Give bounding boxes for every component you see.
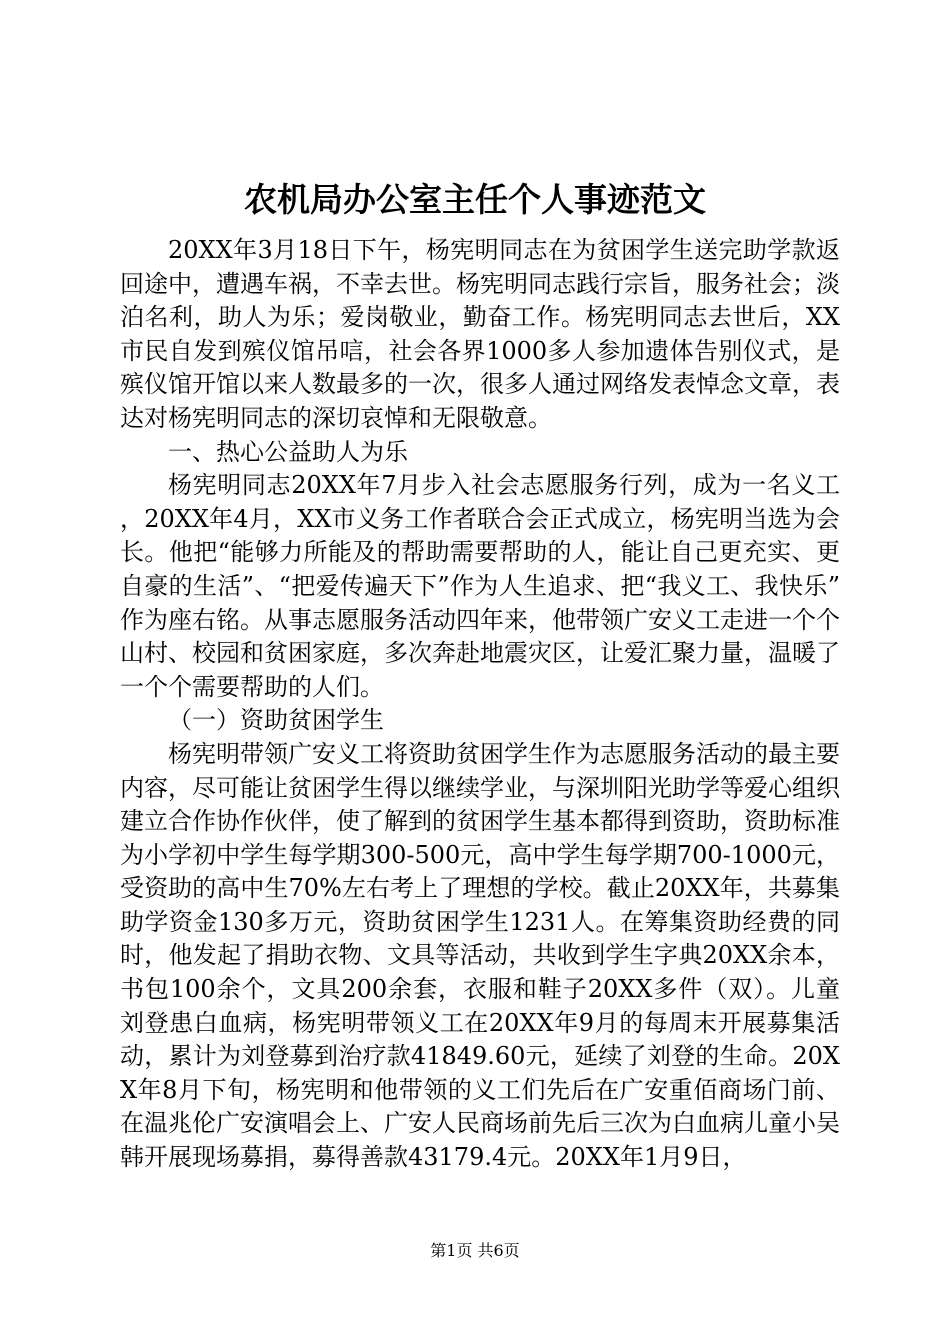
- page-number-footer: 第1页 共6页: [430, 1241, 520, 1260]
- section-heading-1: 一、热心公益助人为乐: [168, 437, 408, 466]
- document-body: [120, 234, 840, 1175]
- paragraph-subsection-1: 杨宪明带领广安义工将资助贫困学生作为志愿服务活动的最主要内容，尽可能让贫困学生得以继续学业，与深圳阳光助学等爱心组织建立合作协作伙伴，使了解到的贫困学生基本都得到资助，资助标准为小学初中学生每学期300-500元，高中学生每学期700-1000元，受资助的高中生70%左右考上了理想的学校。截止20XX年，共募集助学资金130多万元，资助贫困学生1231人。在筹集资助经费的同时，他发起了捐助衣物、文具等活动，共收到学生字典20XX余本，书包100余个，文具200余套，衣服和鞋子20XX多件（双）。儿童刘登患白血病，杨宪明带领义工在20XX年9月的每周末开展募集活动，累计为刘登募到治疗款41849.60元，延续了刘登的生命。20XX年8月下旬，杨宪明和他带领的义工们先后在广安重佰商场门前、在温兆伦广安演唱会上、广安人民商场前先后三次为白血病儿童小吴韩开展现场募捐，募得善款43179.4元。20XX年1月9日，: [120, 739, 840, 1172]
- document-title: 农机局办公室主任个人事迹范文: [244, 180, 706, 219]
- paragraph-section-1: 杨宪明同志20XX年7月步入社会志愿服务行列，成为一名义工，20XX年4月，XX市义务工作者联合会正式成立，杨宪明当选为会长。他把“能够力所能及的帮助需要帮助的人，能让自己更充实、更自豪的生活”、“把爱传遍天下”作为人生追求、把“我义工、我快乐”作为座右铭。从事志愿服务活动四年来，他带领广安义工走进一个个山村、校园和贫困家庭，多次奔赴地震灾区，让爱汇聚力量，温暖了一个个需要帮助的人们。: [120, 471, 840, 701]
- paragraph-intro: 20XX年3月18日下午，杨宪明同志在为贫困学生送完助学款返回途中，遭遇车祸，不幸去世。杨宪明同志践行宗旨，服务社会；淡泊名利，助人为乐；爱岗敬业，勤奋工作。杨宪明同志去世后，XX市民自发到殡仪馆吊唁，社会各界1000多人参加遗体告别仪式，是殡仪馆开馆以来人数最多的一次，很多人通过网络发表悼念文章，表达对杨宪明同志的深切哀悼和无限敬意。: [120, 236, 840, 432]
- subsection-heading-1: （一）资助贫困学生: [168, 706, 384, 735]
